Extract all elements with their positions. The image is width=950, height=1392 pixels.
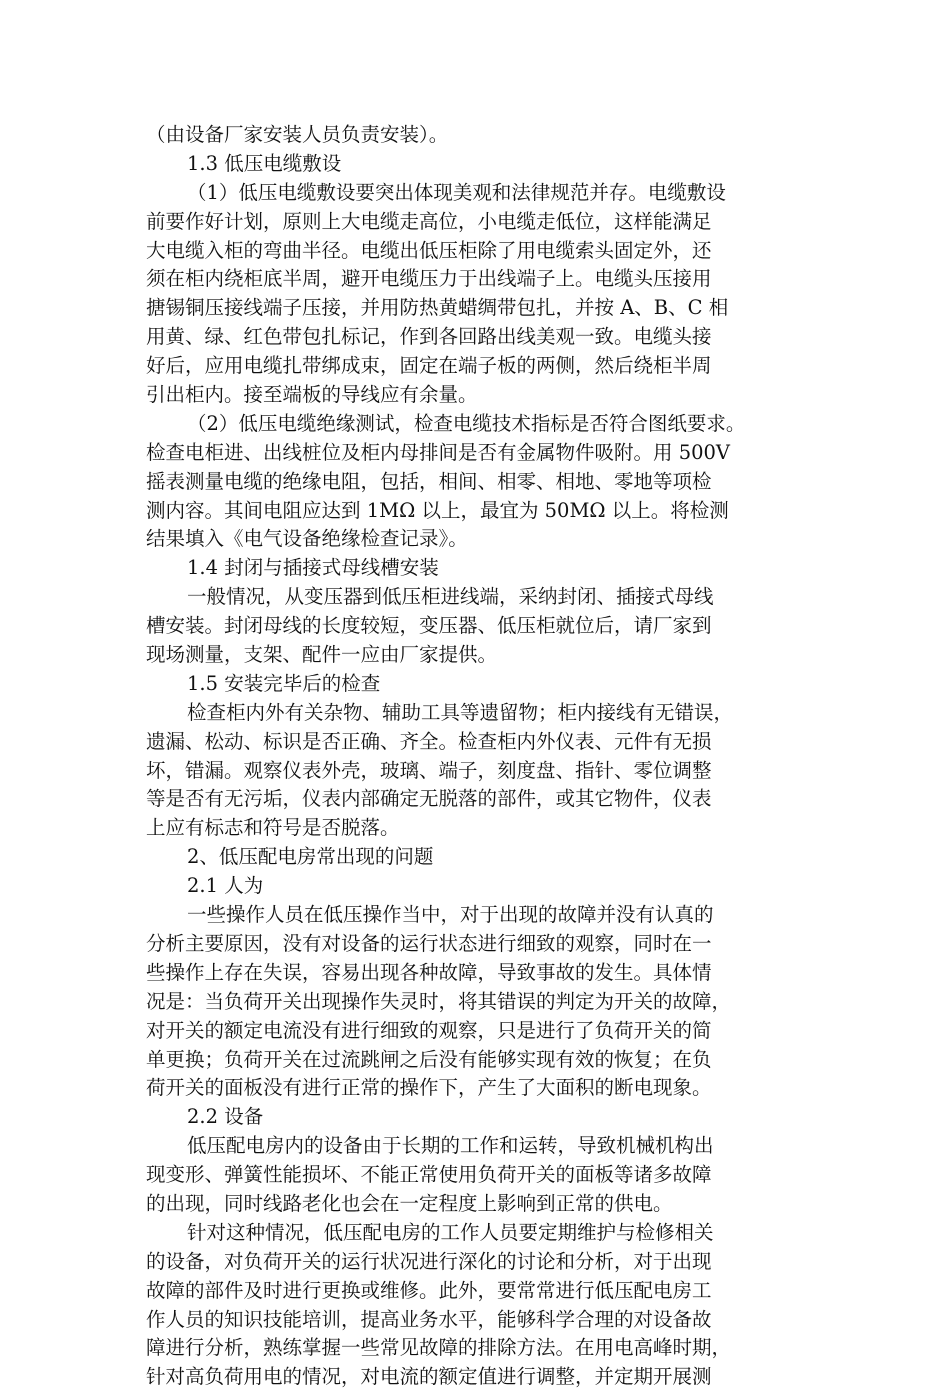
- text-line: 好后，应用电缆扎带绑成束，固定在端子板的两侧，然后绕柜半周: [146, 354, 712, 378]
- text-line: 1.4 封闭与插接式母线槽安装: [187, 556, 439, 580]
- text-line: 单更换；负荷开关在过流跳闸之后没有能够实现有效的恢复；在负: [146, 1047, 712, 1071]
- text-line: 检查柜内外有关杂物、辅助工具等遗留物；柜内接线有无错误，: [187, 700, 734, 724]
- text-line: 2、低压配电房常出现的问题: [187, 845, 434, 869]
- text-line: 作人员的知识技能培训，提高业务水平，能够科学合理的对设备故: [146, 1307, 712, 1331]
- text-line: （1）低压电缆敷设要突出体现美观和法律规范并存。电缆敷设: [187, 180, 726, 204]
- text-line: 分析主要原因，没有对设备的运行状态进行细致的观察，同时在一: [146, 931, 712, 955]
- text-line: 1.5 安装完毕后的检查: [187, 671, 381, 695]
- text-line: 低压配电房内的设备由于长期的工作和运转，导致机械机构出: [187, 1134, 714, 1158]
- text-line: 坏，错漏。观察仪表外壳，玻璃、端子，刻度盘、指针、零位调整: [146, 758, 712, 782]
- text-line: 的设备，对负荷开关的运行状况进行深化的讨论和分析，对于出现: [146, 1249, 712, 1273]
- text-line: （2）低压电缆绝缘测试，检查电缆技术指标是否符合图纸要求。: [187, 411, 746, 435]
- text-line: 2.1 人为: [187, 874, 264, 898]
- text-line: 用黄、绿、红色带包扎标记，作到各回路出线美观一致。电缆头接: [146, 325, 712, 349]
- text-line: 针对这种情况，低压配电房的工作人员要定期维护与检修相关: [187, 1220, 714, 1244]
- text-line: 结果填入《电气设备绝缘检查记录》。: [146, 527, 468, 551]
- text-line: 等是否有无污垢，仪表内部确定无脱落的部件，或其它物件，仪表: [146, 787, 712, 811]
- text-line: 一些操作人员在低压操作当中，对于出现的故障并没有认真的: [187, 903, 714, 927]
- text-line: 前要作好计划，原则上大电缆走高位，小电缆走低位，这样能满足: [146, 209, 712, 233]
- text-line: 障进行分析，熟练掌握一些常见故障的排除方法。在用电高峰时期，: [146, 1336, 732, 1360]
- text-line: 对开关的额定电流没有进行细致的观察，只是进行了负荷开关的简: [146, 1018, 712, 1042]
- text-line: 大电缆入柜的弯曲半径。电缆出低压柜除了用电缆索头固定外，还: [146, 238, 712, 262]
- text-line: 搪锡铜压接线端子压接，并用防热黄蜡绸带包扎，并按 A、B、C 相: [146, 296, 729, 320]
- text-line: 些操作上存在失误，容易出现各种故障，导致事故的发生。具体情: [146, 960, 712, 984]
- text-line: 一般情况，从变压器到低压柜进线端，采纳封闭、插接式母线: [187, 585, 714, 609]
- text-line: 故障的部件及时进行更换或维修。此外，要常常进行低压配电房工: [146, 1278, 712, 1302]
- text-line: 现变形、弹簧性能损坏、不能正常使用负荷开关的面板等诸多故障: [146, 1163, 712, 1187]
- text-line: 的出现，同时线路老化也会在一定程度上影响到正常的供电。: [146, 1191, 673, 1215]
- text-line: 上应有标志和符号是否脱落。: [146, 816, 400, 840]
- text-line: 1.3 低压电缆敷设: [187, 151, 342, 175]
- document-body: [146, 121, 806, 1392]
- text-line: （由设备厂家安装人员负责安装）。: [146, 123, 449, 146]
- text-line: 摇表测量电缆的绝缘电阻，包括，相间、相零、相地、零地等项检: [146, 469, 712, 493]
- text-line: 遗漏、松动、标识是否正确、齐全。检查柜内外仪表、元件有无损: [146, 729, 712, 753]
- text-line: 引出柜内。接至端板的导线应有余量。: [146, 383, 478, 407]
- text-line: 槽安装。封闭母线的长度较短，变压器、低压柜就位后，请厂家到: [146, 614, 712, 638]
- text-line: 况是：当负荷开关出现操作失灵时，将其错误的判定为开关的故障，: [146, 989, 732, 1013]
- text-line: 检查电柜进、出线桩位及柜内母排间是否有金属物件吸附。用 500V: [146, 440, 731, 464]
- text-line: 针对高负荷用电的情况，对电流的额定值进行调整，并定期开展测: [146, 1365, 712, 1389]
- text-line: 测内容。其间电阻应达到 1MΩ 以上，最宜为 50MΩ 以上。将检测: [146, 498, 729, 522]
- text-line: 须在柜内绕柜底半周，避开电缆压力于出线端子上。电缆头压接用: [146, 267, 712, 291]
- text-line: 2.2 设备: [187, 1105, 264, 1129]
- text-line: 荷开关的面板没有进行正常的操作下，产生了大面积的断电现象。: [146, 1076, 712, 1100]
- text-line: 现场测量，支架、配件一应由厂家提供。: [146, 643, 498, 667]
